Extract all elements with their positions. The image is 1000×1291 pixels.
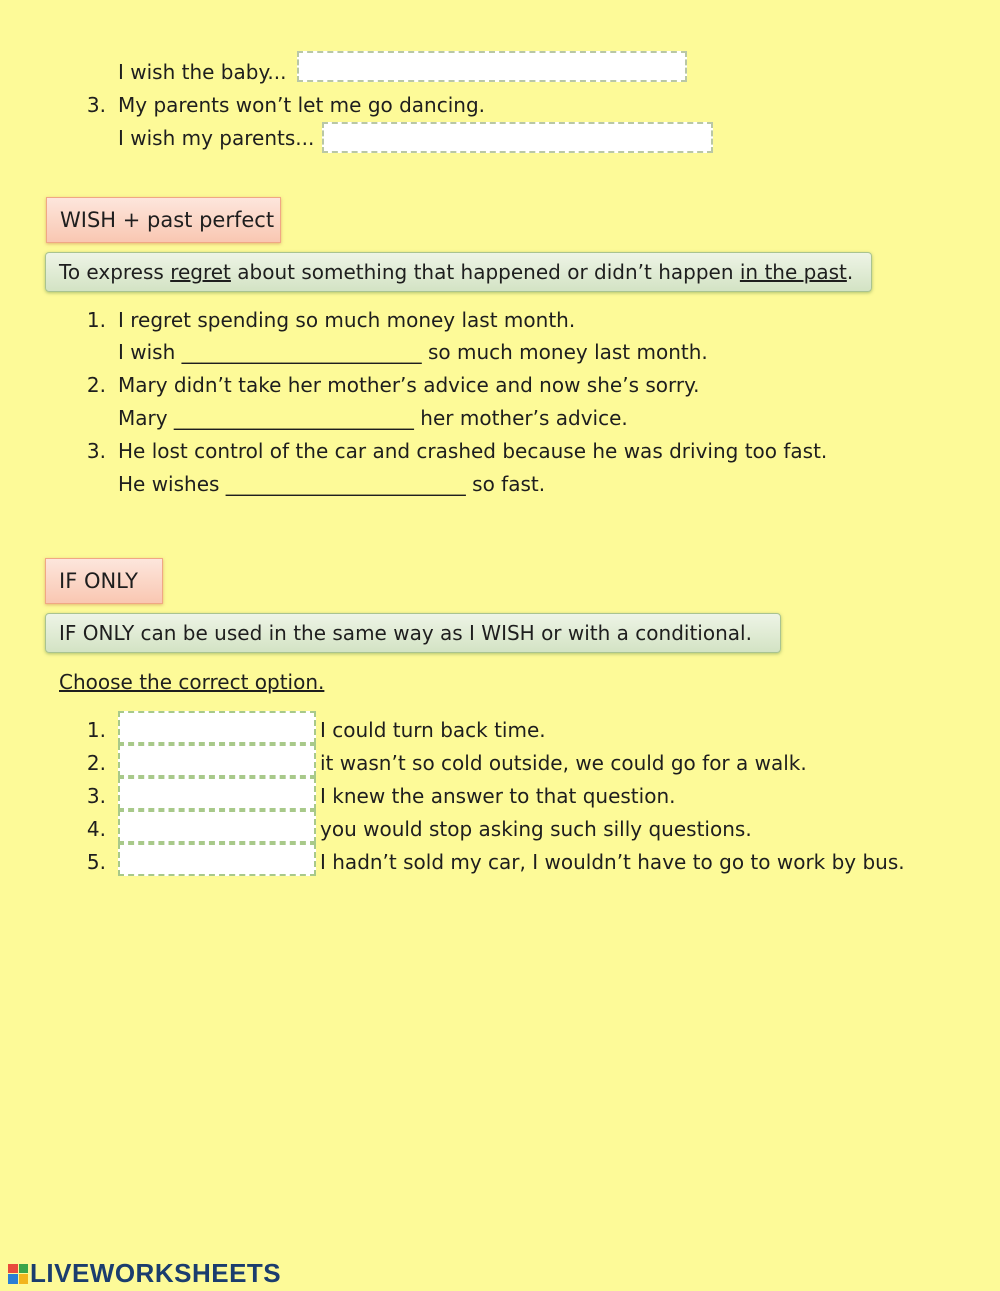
item-number: 4. bbox=[86, 817, 106, 841]
item-number: 1. bbox=[86, 718, 106, 742]
rule-text-regret: regret bbox=[170, 260, 231, 284]
rule-box-wish-past-perfect bbox=[45, 252, 872, 292]
rule-text-prefix: To express bbox=[59, 260, 171, 284]
item-sentence: My parents won’t let me go dancing. bbox=[118, 93, 486, 117]
liveworksheets-logo-icon bbox=[8, 1264, 28, 1284]
item-number: 3. bbox=[86, 439, 106, 463]
option-dropdown[interactable] bbox=[118, 744, 316, 777]
item-rewrite[interactable]: He wishes ________________________ so fast. bbox=[118, 472, 546, 496]
option-dropdown[interactable] bbox=[118, 810, 316, 843]
prompt-parents: I wish my parents... bbox=[118, 126, 315, 150]
rule-text-middle: about something that happened or didn’t happen bbox=[230, 260, 740, 284]
liveworksheets-logo[interactable] bbox=[8, 1258, 281, 1289]
item-sentence: you would stop asking such silly questions. bbox=[320, 817, 752, 841]
item-number: 2. bbox=[86, 373, 106, 397]
section-title-if-only: IF ONLY bbox=[45, 558, 163, 604]
item-number: 3. bbox=[86, 784, 106, 808]
item-sentence: it wasn’t so cold outside, we could go for a walk. bbox=[320, 751, 807, 775]
item-number: 1. bbox=[86, 308, 106, 332]
instruction-text: Choose the correct option. bbox=[59, 670, 325, 694]
answer-input-baby[interactable] bbox=[297, 51, 687, 82]
rule-text-suffix: . bbox=[846, 260, 854, 284]
item-rewrite[interactable]: I wish ________________________ so much money last month. bbox=[118, 340, 708, 364]
item-sentence: I knew the answer to that question. bbox=[320, 784, 676, 808]
item-sentence: He lost control of the car and crashed because he was driving too fast. bbox=[118, 439, 828, 463]
item-sentence: I hadn’t sold my car, I wouldn’t have to go to work by bus. bbox=[320, 850, 905, 874]
item-number: 2. bbox=[86, 751, 106, 775]
option-dropdown[interactable] bbox=[118, 843, 316, 876]
option-dropdown[interactable] bbox=[118, 777, 316, 810]
item-number: 3. bbox=[86, 93, 106, 117]
item-sentence: I could turn back time. bbox=[320, 718, 546, 742]
logo-text: LIVEWORKSHEETS bbox=[30, 1258, 282, 1288]
item-number: 5. bbox=[86, 850, 106, 874]
section-title-wish-past-perfect: WISH + past perfect bbox=[46, 197, 281, 243]
rule-text-past: in the past bbox=[739, 260, 847, 284]
answer-input-parents[interactable] bbox=[322, 122, 713, 153]
item-rewrite[interactable]: Mary ________________________ her mother’s advice. bbox=[118, 406, 628, 430]
rule-box-if-only: IF ONLY can be used in the same way as I WISH or with a conditional. bbox=[45, 613, 781, 653]
prompt-baby: I wish the baby... bbox=[118, 60, 287, 84]
item-sentence: Mary didn’t take her mother’s advice and now she’s sorry. bbox=[118, 373, 700, 397]
item-sentence: I regret spending so much money last month. bbox=[118, 308, 576, 332]
option-dropdown[interactable] bbox=[118, 711, 316, 744]
